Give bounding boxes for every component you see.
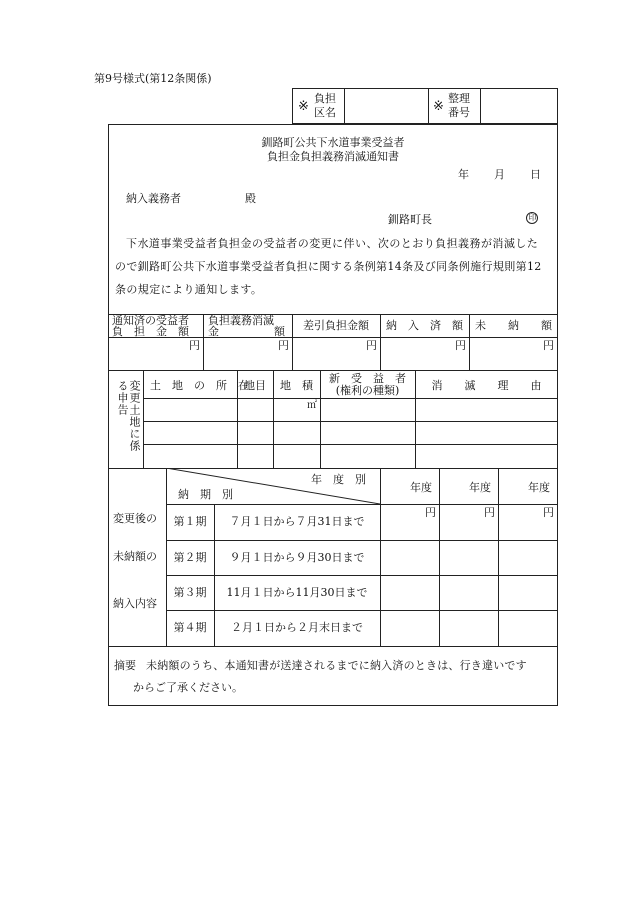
land-category-header: 地目 — [244, 379, 266, 392]
yen-unit: 円 — [425, 506, 436, 519]
paid-header: 納 入 済 額 — [386, 319, 463, 332]
term-2-name: 第２期 — [173, 551, 207, 564]
mark-symbol: ※ — [298, 99, 309, 114]
term-4-name: 第４期 — [173, 621, 207, 634]
honorific: 殿 — [245, 192, 256, 205]
term-1-name: 第１期 — [173, 515, 207, 528]
extinction-reason-header: 消 滅 理 由 — [431, 379, 542, 392]
ref-no-label-2: 番号 — [448, 106, 470, 119]
body-line-1: 下水道事業受益者負担金の受益者の変更に伴い、次のとおり負担義務が消滅した — [126, 237, 539, 250]
schedule-side-label-2: 未納額の — [113, 550, 157, 563]
term-2-range: ９月１日から９月30日まで — [229, 551, 365, 564]
term-3-range: 11月１日から11月30日まで — [226, 586, 368, 599]
yen-unit: 円 — [484, 506, 495, 519]
schedule-side-label-1: 変更後の — [113, 512, 157, 525]
net-burden-header: 差引負担金額 — [303, 319, 369, 332]
term-4-range: ２月１日から２月末日まで — [231, 621, 363, 634]
note-line-1: 未納額のうち、本通知書が送達されるまでに納入済のときは、行き違いです — [146, 659, 527, 672]
year-column-3: 年度 — [528, 481, 550, 494]
schedule-side-label-3: 納入内容 — [113, 597, 157, 610]
note-line-2: からご了承ください。 — [133, 681, 243, 694]
seal-icon: 印 — [526, 212, 538, 224]
obligor-label: 納入義務者 — [126, 192, 181, 205]
extinguished-header-2: 金 額 — [208, 325, 285, 338]
land-area-header: 地 積 — [280, 379, 313, 392]
burden-area-label: 負担 — [314, 92, 336, 105]
year-column-2: 年度 — [469, 481, 491, 494]
yen-unit: 円 — [543, 506, 554, 519]
right-type-header: (権利の種類) — [335, 384, 400, 397]
land-location-header: 土 地 の 所 在 — [150, 379, 249, 392]
term-3-name: 第３期 — [173, 586, 207, 599]
date-year: 年 — [458, 168, 469, 181]
unpaid-header: 未 納 額 — [475, 319, 552, 332]
payment-period-header: 納 期 別 — [178, 488, 233, 501]
form-label: 第9号様式(第12条関係) — [94, 72, 212, 85]
area-unit: ㎡ — [307, 400, 317, 411]
yen-unit: 円 — [189, 339, 200, 352]
yen-unit: 円 — [366, 339, 377, 352]
yen-unit: 円 — [455, 339, 466, 352]
mayor-label: 釧路町長 — [388, 213, 432, 226]
new-beneficiary-header: 新 受 益 者 — [329, 372, 406, 385]
notice-form — [108, 124, 558, 706]
yen-unit: 円 — [543, 339, 554, 352]
burden-area-field[interactable] — [346, 90, 426, 122]
burden-area-label-2: 区名 — [314, 106, 336, 119]
yen-unit: 円 — [278, 339, 289, 352]
body-line-3: 条の規定により通知します。 — [115, 283, 263, 296]
document-title-2: 負担金負担義務消滅通知書 — [267, 150, 399, 163]
note-label: 摘要 — [114, 659, 136, 672]
date-month: 月 — [494, 168, 505, 181]
document-title: 釧路町公共下水道事業受益者 — [261, 136, 405, 149]
extinguished-header: 負担義務消滅 — [208, 314, 274, 327]
ref-no-field[interactable] — [482, 90, 556, 122]
notified-burden-header: 通知済の受益者 — [112, 314, 189, 327]
mark-symbol-2: ※ — [433, 99, 444, 114]
fiscal-year-header: 年 度 別 — [311, 473, 366, 486]
changed-land-label: 変更土地に係る申告 — [116, 380, 141, 452]
year-column-1: 年度 — [410, 481, 432, 494]
date-day: 日 — [530, 168, 541, 181]
body-line-2: ので釧路町公共下水道事業受益者負担に関する条例第14条及び同条例施行規則第12 — [115, 260, 542, 273]
term-1-range: ７月１日から７月31日まで — [229, 515, 365, 528]
notified-burden-header-2: 負 担 金 額 — [112, 325, 189, 338]
ref-no-label: 整理 — [448, 92, 470, 105]
